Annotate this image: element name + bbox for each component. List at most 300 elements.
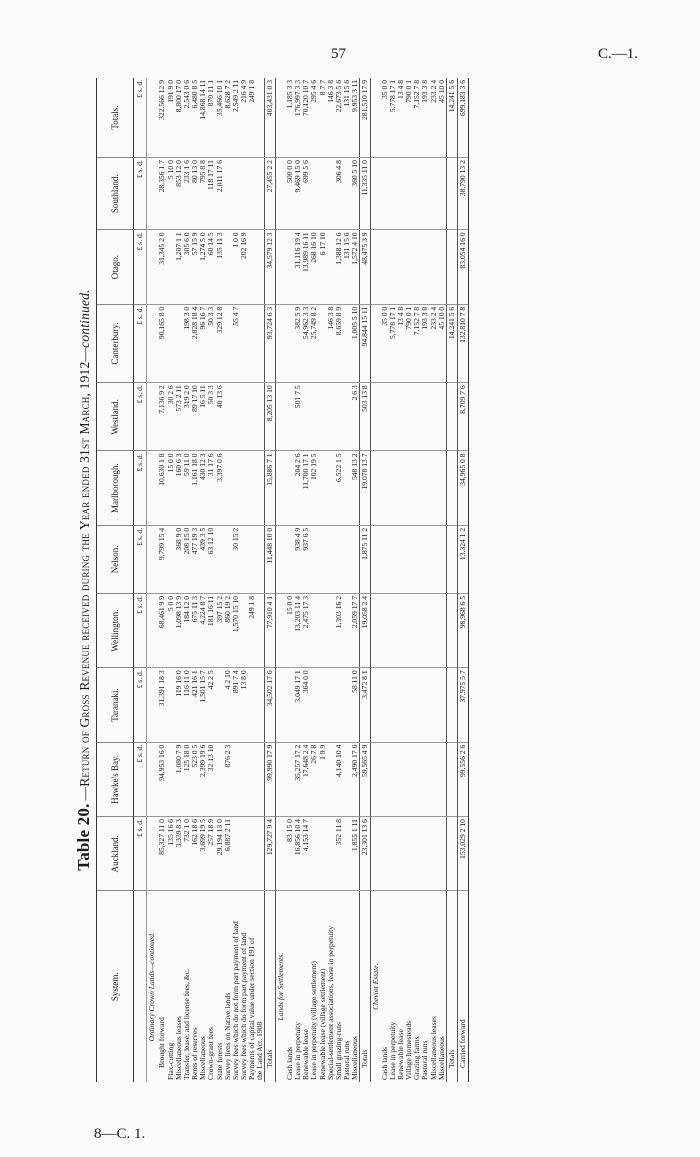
cell-value: 3,397 0 6: [216, 451, 224, 525]
cell-value: [310, 593, 318, 667]
cell-value: 22,673 5 6: [335, 78, 343, 158]
cell-value: [421, 817, 429, 891]
cell-value: 364 0 0: [302, 668, 310, 742]
table-title-suffix: continued.: [77, 289, 92, 348]
cell-value: [351, 525, 360, 593]
cell-value: [319, 451, 327, 525]
cell-value: 99,556 2 6: [457, 742, 468, 816]
table-row: [351, 78, 360, 1082]
cell-value: 1,080 7 9: [175, 742, 183, 816]
cell-value: 118 17 11: [207, 158, 215, 230]
cell-value: [397, 668, 405, 742]
cell-value: 1,303 16 2: [335, 593, 343, 667]
cell-value: [430, 451, 438, 525]
cell-value: 9,469 15 0: [294, 158, 302, 230]
cell-value: [405, 158, 413, 230]
cell-value: 9,799 15 4: [157, 525, 167, 593]
row-label: Pastoral runs: [341, 1040, 351, 1080]
cell-value: 2,549 2 11: [232, 78, 240, 158]
row-label: Carried forward: [457, 891, 468, 1082]
cell-value: 48,475 3 9: [359, 230, 370, 304]
cell-value: [381, 158, 389, 230]
cell-value: [335, 383, 343, 451]
brought-forward-row: [157, 78, 167, 1082]
cell-value: 5,778 17 1: [389, 78, 397, 158]
cell-value: [256, 230, 265, 304]
cell-value: [335, 668, 343, 742]
cell-value: 699 5 6: [302, 158, 310, 230]
cell-value: [438, 158, 447, 230]
cell-value: 45 10 0: [438, 304, 447, 383]
table-row: [438, 78, 447, 1082]
cell-value: 7,152 7 8: [413, 304, 421, 383]
cell-value: [256, 668, 265, 742]
cell-value: 181 16 11: [207, 593, 215, 667]
cell-value: 15,886 7 1: [265, 451, 276, 525]
cell-value: 322,566 12 9: [157, 78, 167, 158]
cell-value: [319, 158, 327, 230]
cell-value: 4,153 14 7: [302, 817, 310, 891]
cell-value: [167, 304, 175, 383]
cell-value: 477 19 3: [191, 525, 199, 593]
cell-value: 1,274 5 0: [199, 230, 207, 304]
cell-value: 548 13 2: [351, 451, 360, 525]
cell-value: [413, 742, 421, 816]
table-row: [286, 78, 294, 1082]
row-label: Transfer, lease, and license fees, &c.: [182, 969, 192, 1080]
cell-value: 573 2 11: [175, 383, 183, 451]
cell-value: 83,054 16 0: [457, 230, 468, 304]
cell-value: [446, 817, 457, 891]
unit-label: £ s. d.: [134, 304, 147, 383]
cell-value: 257 18 9: [207, 817, 215, 891]
row-label: Small grazing-runs: [333, 1022, 343, 1080]
table-row: [183, 78, 191, 1082]
cell-value: 268 16 10: [310, 230, 318, 304]
cell-value: 146 3 8: [327, 304, 335, 383]
row-label: Miscellaneous leases: [174, 1016, 184, 1080]
cell-value: 523 0 5: [191, 742, 199, 816]
cell-value: [405, 817, 413, 891]
district-header: Marlborough.: [97, 451, 134, 525]
cell-value: 160 6 3: [175, 451, 183, 525]
cell-value: [421, 593, 429, 667]
cell-value: 937 6 5: [302, 525, 310, 593]
cell-value: [302, 383, 310, 451]
cell-value: 8,205 13 10: [265, 383, 276, 451]
cell-value: [389, 383, 397, 451]
cell-value: 1,875 11 2: [359, 525, 370, 593]
cell-value: 85,327 11 0: [157, 817, 167, 891]
cell-value: 13 4 8: [397, 304, 405, 383]
cell-value: 15 0 0: [167, 451, 175, 525]
cell-value: 37,975 5 7: [457, 668, 468, 742]
cell-value: 34,965 0 8: [457, 451, 468, 525]
cell-value: 34,502 17 6: [265, 668, 276, 742]
cell-value: 14,241 5 6: [446, 78, 457, 158]
cell-value: [256, 158, 265, 230]
cell-value: 352 11 8: [335, 817, 343, 891]
cell-value: [389, 525, 397, 593]
cell-value: 132,810 7 8: [457, 304, 468, 383]
cell-value: [381, 525, 389, 593]
cell-value: 382 5 9: [294, 304, 302, 383]
table-row: [310, 78, 318, 1082]
table-row: [430, 78, 438, 1082]
cell-value: [405, 525, 413, 593]
cell-value: 1,572 4 10: [351, 230, 360, 304]
row-label: Renewable lease: [396, 1029, 406, 1080]
cell-value: [240, 383, 248, 451]
row-label: Totals: [359, 891, 370, 1082]
cell-value: 2 6 3: [351, 383, 360, 451]
cell-value: 3,699 19 5: [199, 817, 207, 891]
cell-value: 38,790 13 2: [457, 158, 468, 230]
cell-value: 403,431 0 3: [265, 78, 276, 158]
units-row: [134, 78, 147, 1082]
cell-value: 204 2 6: [294, 451, 302, 525]
table-body: [147, 78, 469, 1082]
unit-label: £ s. d.: [134, 668, 147, 742]
table-row: [216, 78, 224, 1082]
cell-value: 876 2 3: [224, 742, 232, 816]
cell-value: 8,659 8 9: [335, 304, 343, 383]
cell-value: 281,510 17 9: [359, 78, 370, 158]
table-row: [335, 78, 343, 1082]
unit-label: £ s. d.: [134, 78, 147, 158]
cell-value: 8,628 7 2: [224, 78, 232, 158]
cell-value: 208 15 0: [183, 525, 191, 593]
cell-value: [430, 525, 438, 593]
cell-value: [319, 668, 327, 742]
cell-value: 1,388 12 6: [335, 230, 343, 304]
district-header: Southland.: [97, 158, 134, 230]
cell-value: 3,049 17 1: [294, 668, 302, 742]
cell-value: [381, 451, 389, 525]
cell-value: 176,997 3 3: [294, 78, 302, 158]
cell-value: [446, 668, 457, 742]
table-row: [199, 78, 207, 1082]
cell-value: [256, 451, 265, 525]
table-row: [413, 78, 421, 1082]
cell-value: 13,203 11 4: [294, 593, 302, 667]
cell-value: 295 4 6: [310, 78, 318, 158]
cell-value: [256, 78, 265, 158]
cell-value: 1,098 13 9: [175, 593, 183, 667]
cell-value: 59 11 0: [183, 451, 191, 525]
cell-value: 360 5 10: [351, 158, 360, 230]
cell-value: [446, 158, 457, 230]
unit-label: £ s. d.: [134, 230, 147, 304]
cell-value: [430, 230, 438, 304]
cell-value: 5 10 0: [167, 158, 175, 230]
cell-value: [413, 383, 421, 451]
cell-value: [438, 742, 447, 816]
cell-value: 80 13 0: [191, 158, 199, 230]
cell-value: 500 0 0: [286, 158, 294, 230]
cell-value: 58 11 0: [351, 668, 360, 742]
cell-value: 16,856 10 4: [294, 817, 302, 891]
cell-value: [413, 668, 421, 742]
table-row: [294, 78, 302, 1082]
cell-value: 1 9 9: [319, 742, 327, 816]
cell-value: 2,399 19 6: [199, 742, 207, 816]
cell-value: 430 12 3: [199, 451, 207, 525]
cell-value: 13 4 8: [397, 78, 405, 158]
cell-value: 6,522 1 5: [335, 451, 343, 525]
cell-value: 90,165 8 0: [157, 304, 167, 383]
section-heading-row: [370, 78, 381, 1082]
cell-value: 1 0 0: [232, 230, 240, 304]
cell-value: 35 0 0: [381, 304, 389, 383]
cell-value: 16 5 11: [199, 383, 207, 451]
cell-value: [256, 817, 265, 891]
unit-label: £ s. d.: [134, 593, 147, 667]
cell-value: 5,778 17 1: [389, 304, 397, 383]
table-row: [248, 78, 256, 1082]
cell-value: 193 3 8: [421, 304, 429, 383]
unit-label: £ s. d.: [134, 158, 147, 230]
cell-value: [421, 158, 429, 230]
cell-value: [256, 525, 265, 593]
cell-value: [256, 742, 265, 816]
table-title-text: —Return of Gross Revenue received during the Year ended 31st March, 1912—: [77, 347, 92, 801]
cell-value: 732 1 0: [183, 817, 191, 891]
cell-value: [319, 525, 327, 593]
cell-value: 23,301 13 6: [359, 817, 370, 891]
cell-value: 83 15 0: [286, 817, 294, 891]
table-row: [302, 78, 310, 1082]
row-label: Cash lands: [285, 1046, 295, 1080]
cell-value: 1,855 1 11: [351, 817, 360, 891]
cell-value: [438, 593, 447, 667]
cell-value: 306 4 8: [335, 158, 343, 230]
cell-value: [327, 668, 335, 742]
cell-value: [232, 451, 240, 525]
cell-value: 54,962 3 3: [302, 304, 310, 383]
cell-value: [430, 383, 438, 451]
district-header: Totals.: [97, 78, 134, 158]
cell-value: [248, 668, 256, 742]
cell-value: [397, 525, 405, 593]
cell-value: 790 0 1: [405, 78, 413, 158]
cell-value: [248, 230, 256, 304]
cell-value: 31,345 2 0: [157, 230, 167, 304]
cell-value: [413, 230, 421, 304]
cell-value: 2,543 0 6: [183, 78, 191, 158]
row-label: Renewable lease (village settlement): [317, 968, 327, 1080]
cell-value: [256, 304, 265, 383]
cell-value: [248, 304, 256, 383]
cell-value: 13,989 16 11: [302, 230, 310, 304]
cell-value: 193 3 8: [421, 78, 429, 158]
cell-value: 27,455 2 2: [265, 158, 276, 230]
table-row: [207, 78, 215, 1082]
cell-value: [232, 742, 240, 816]
cell-value: [319, 593, 327, 667]
cell-value: 6,887 2 11: [224, 817, 232, 891]
unit-label: £ s. d.: [134, 817, 147, 891]
cell-value: 35,466 10 1: [216, 78, 224, 158]
cell-value: 184 12 0: [183, 593, 191, 667]
cell-value: 59,565 4 9: [359, 742, 370, 816]
cell-value: [413, 451, 421, 525]
cell-value: 31 17 6: [207, 451, 215, 525]
cell-value: [310, 668, 318, 742]
cell-value: [405, 230, 413, 304]
cell-value: [446, 230, 457, 304]
cell-value: 13 8 0: [240, 668, 248, 742]
row-label: Rents of reserves: [190, 1027, 200, 1080]
row-label: Survey fees which do not form part payment of land: [230, 921, 240, 1080]
cell-value: [240, 817, 248, 891]
cell-value: [240, 158, 248, 230]
cell-value: [438, 230, 447, 304]
system-header: System.: [97, 891, 134, 1082]
district-header: Auckland.: [97, 817, 134, 891]
cell-value: 15 0 0: [286, 593, 294, 667]
cell-value: 249 1 8: [248, 593, 256, 667]
cell-value: 50 3 3: [207, 304, 215, 383]
cell-value: 938 4 9: [294, 525, 302, 593]
cell-value: 94,953 16 0: [157, 742, 167, 816]
table-row: [175, 78, 183, 1082]
cell-value: [319, 383, 327, 451]
cell-value: [232, 158, 240, 230]
rotated-table-block: [72, 78, 668, 1082]
row-label: Miscellaneous: [349, 1036, 359, 1080]
cell-value: 93,724 6 3: [265, 304, 276, 383]
cell-value: 19,058 2 4: [359, 593, 370, 667]
cell-value: [397, 817, 405, 891]
cell-value: [413, 593, 421, 667]
cell-value: [240, 742, 248, 816]
cell-value: [430, 742, 438, 816]
cell-value: [256, 383, 265, 451]
cell-value: 116 11 0: [183, 668, 191, 742]
cell-value: [405, 742, 413, 816]
cell-value: 94,844 15 11: [359, 304, 370, 383]
cell-value: [310, 525, 318, 593]
cell-value: 1,570 15 10: [232, 593, 240, 667]
cell-value: [389, 742, 397, 816]
cell-value: 11,335 11 0: [359, 158, 370, 230]
cell-value: [438, 668, 447, 742]
cell-value: 1,207 1 1: [175, 230, 183, 304]
row-label: Renewable lease: [301, 1029, 311, 1080]
header-row: [97, 78, 134, 1082]
cell-value: 63 12 10: [207, 525, 215, 593]
cell-value: 31,116 19 4: [294, 230, 302, 304]
cell-value: [248, 817, 256, 891]
unit-label: £ s. d.: [134, 742, 147, 816]
district-header: Nelson.: [97, 525, 134, 593]
row-label: Grazing farms: [412, 1036, 422, 1080]
cell-value: [413, 817, 421, 891]
cell-value: 131 15 6: [343, 230, 351, 304]
totals-row: [265, 78, 276, 1082]
cell-value: [310, 383, 318, 451]
cell-value: 96 16 7: [199, 304, 207, 383]
cell-value: 30 2 6: [167, 383, 175, 451]
cell-value: 2,490 17 6: [351, 742, 360, 816]
cell-value: 216 4 9: [240, 78, 248, 158]
cell-value: [397, 451, 405, 525]
cell-value: [446, 383, 457, 451]
cell-value: 191 9 0: [167, 78, 175, 158]
table-row: [405, 78, 413, 1082]
cell-value: 319 2 0: [183, 383, 191, 451]
cell-value: [224, 158, 232, 230]
cell-value: [405, 383, 413, 451]
cell-value: 1,161 18 0: [191, 451, 199, 525]
cell-value: 8,800 17 0: [175, 78, 183, 158]
unit-label: £ s. d.: [134, 451, 147, 525]
cell-value: [310, 158, 318, 230]
cell-value: [405, 451, 413, 525]
cell-value: 68,461 9 9: [157, 593, 167, 667]
row-label: Payments of capital value under section 191 of: [246, 937, 256, 1080]
cell-value: 503 13 8: [359, 383, 370, 451]
page-number: 57: [331, 46, 346, 62]
cell-value: 853 12 0: [175, 158, 183, 230]
cell-value: [405, 593, 413, 667]
cell-value: [446, 451, 457, 525]
row-label: Survey fees which do form part payment of land: [238, 932, 248, 1080]
cell-value: 42 2 5: [207, 668, 215, 742]
table-row: [167, 78, 175, 1082]
cell-value: [327, 525, 335, 593]
cell-value: 70,120 10 7: [302, 78, 310, 158]
cell-value: 8 7 7: [319, 78, 327, 158]
cell-value: 860 19 2: [224, 593, 232, 667]
cell-value: 19,078 13 7: [359, 451, 370, 525]
district-header: Canterbury.: [97, 304, 134, 383]
cell-value: [216, 525, 224, 593]
cell-value: [389, 668, 397, 742]
cell-value: [446, 525, 457, 593]
row-label: Flax-cutting: [166, 1042, 175, 1080]
cell-value: [438, 451, 447, 525]
cell-value: 10,630 1 8: [157, 451, 167, 525]
district-header: Wellington.: [97, 593, 134, 667]
cell-value: [397, 593, 405, 667]
district-header: Hawke's Bay.: [97, 742, 134, 816]
cell-value: [413, 158, 421, 230]
cell-value: 60 14 5: [207, 230, 215, 304]
cell-value: 198 3 0: [183, 304, 191, 383]
cell-value: [248, 742, 256, 816]
row-label: Cheviot Estate.: [370, 963, 380, 1010]
cell-value: 795 8 8: [199, 158, 207, 230]
row-label: Miscellaneous: [198, 1036, 208, 1080]
cell-value: 119 16 0: [175, 668, 183, 742]
cell-value: 249 1 8: [248, 78, 256, 158]
cell-value: 2,011 17 6: [216, 158, 224, 230]
cell-value: 26 7 8: [310, 742, 318, 816]
cell-value: 1,005 5 10: [351, 304, 360, 383]
cell-value: 699,183 3 6: [457, 78, 468, 158]
cell-value: 31,391 18 3: [157, 668, 167, 742]
cell-value: 329 12 8: [216, 304, 224, 383]
cell-value: 99,990 17 9: [265, 742, 276, 816]
unit-label: £ s. d.: [134, 383, 147, 451]
cell-value: [430, 668, 438, 742]
cell-value: [381, 383, 389, 451]
cell-value: 135 16 6: [167, 817, 175, 891]
cell-value: [248, 383, 256, 451]
cell-value: [421, 451, 429, 525]
